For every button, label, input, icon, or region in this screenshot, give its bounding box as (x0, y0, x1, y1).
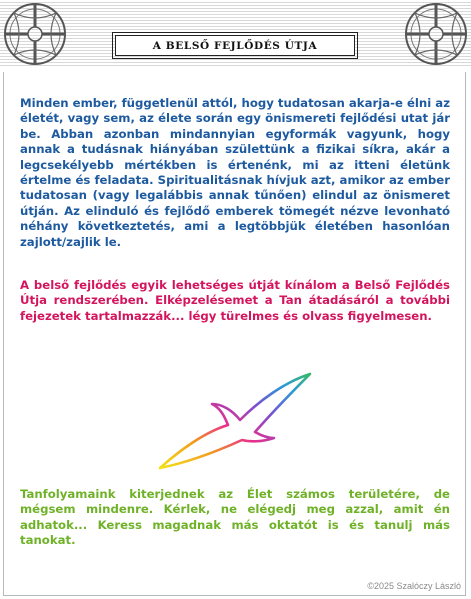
header-band (0, 0, 471, 72)
offer-paragraph: A belső fejlődés egyik lehetséges útját kínálom a Belső Fejlődés Útja rendszerében. Elképzelésemet a Tan átadásáról a további fejezetek tartalmazzák... légy türelmes és olvass figyelmesen. (20, 278, 450, 323)
courses-paragraph: Tanfolyamaink kiterjednek az Élet számos területére, de mégsem mindenre. Kérlek, ne elégedj meg azzal, amit én adhatok... Keress magadnak más oktatót is és tanulj más tanokat. (20, 487, 450, 548)
rainbow-bird-icon (150, 370, 315, 475)
copyright-text: ©2025 Szalóczy László (367, 581, 461, 591)
page-title: A BELSŐ FEJLŐDÉS ÚTJA (152, 39, 318, 52)
celtic-cross-icon (2, 1, 68, 67)
title-box (115, 35, 355, 56)
intro-paragraph: Minden ember, függetlenül attól, hogy tudatosan akarja-e élni az életét, vagy sem, az élete során egy önismereti fejlődési utat jár be. Abban azonban mindannyian egyformák vagyunk, hogy annak a tudásnak hiányában születtünk a fizikai síkra, akár a legcsekélyebb mértékben is értenénk, mi az itteni életünk értelme és feladata. Spiritualitásnak hívjuk azt, amikor az ember tudatosan (vagy legalábbis annak tűnően) elindul az önismeret útján. Az elinduló és fejlődő emberek tömegét nézve levonható néhány következtetés, ami a legtöbbjük életében hasonlóan zajlott/zajlik le. (20, 96, 450, 249)
celtic-cross-icon (403, 1, 469, 67)
